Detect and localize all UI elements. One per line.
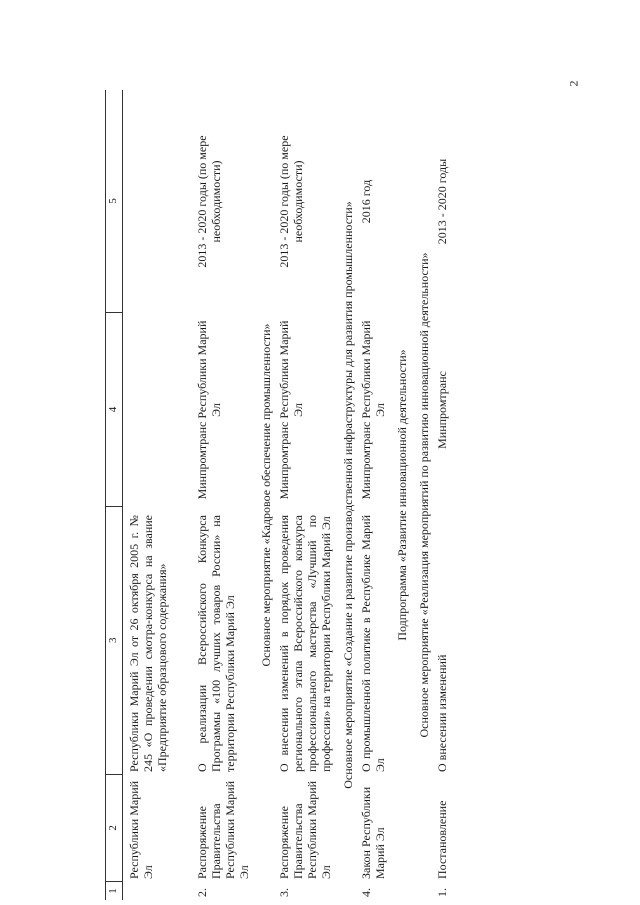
row-number: 2. [195,888,209,897]
row-number: 1. [435,888,449,897]
row-period [127,90,169,313]
row-executor: Минпромтранс Республики Марий Эл [359,320,387,500]
header-col-4: 4 [106,312,122,506]
table-row [435,90,449,900]
row-number: 3. [277,888,291,897]
section-heading-infrastructure: Основное мероприятие «Создание и развитие производственной инфраструктуры для развития промышленности» [341,201,355,789]
subprogram-heading: Подпрограмма «Развитие инновационной деятельности» [395,349,409,641]
header-col-2: 2 [106,774,122,881]
header-col-1: 1 [106,881,122,900]
row-executor: Минпромтранс Республики Марий Эл [277,320,305,500]
row-period: 2013 - 2020 годы (по мере необходимости) [195,135,223,268]
header-col-3: 3 [106,506,122,774]
row-period: 2013 - 2020 годы [435,158,449,245]
row-document-name: О внесении изменений [435,654,449,772]
section-heading-innovation: Основное мероприятие «Реализация мероприятий по развитию инновационной деятельности» [417,252,431,738]
row-document-type: Распоряжение Правительства Республики Марий Эл [195,780,251,879]
table-row [195,90,251,900]
row-document-type: Распоряжение Правительства Республики Марий Эл [277,780,333,879]
section-heading-personnel: Основное мероприятие «Кадровое обеспечение промышленности» [259,323,273,667]
row-document-name: Республики Марий Эл от 26 октября 2005 г. № 245 «О проведении смотра-конкурса на звание «Предприятие образцового содержания» [127,515,169,772]
row-number: 4. [359,888,373,897]
row-executor: Минпромтранс Республики Марий Эл [195,320,223,500]
row-period: 2013 - 2020 годы (по мере необходимости) [277,135,305,268]
table-row [127,90,169,900]
document-table [105,90,605,900]
rotated-document [105,90,605,900]
row-document-type: Постановление [435,800,449,879]
page-number: 2 [566,80,581,87]
row-number [127,882,169,900]
row-document-name: О внесении изменений в порядок проведения регионального этапа Всероссийского конкурса профессионального мастерства «Лучший по профессии» на территории Республики Марий Эл [277,515,333,772]
row-executor: Минпромтранс [435,371,449,449]
row-document-name: О промышленной политике в Республике Марий Эл [359,515,387,772]
row-period: 2016 год [359,179,373,224]
row-document-type: Закон Республики Марий Эл [359,786,387,879]
row-executor [127,313,169,507]
row-document-name: О реализации Всероссийского Конкурса Программы «100 лучших товаров России» на территории Республики Марий Эл [195,515,237,772]
table-row [359,90,387,900]
table-header-row [105,90,123,900]
header-col-5: 5 [107,198,119,204]
row-document-type: Республики Марий Эл [127,780,155,879]
table-row [277,90,333,900]
